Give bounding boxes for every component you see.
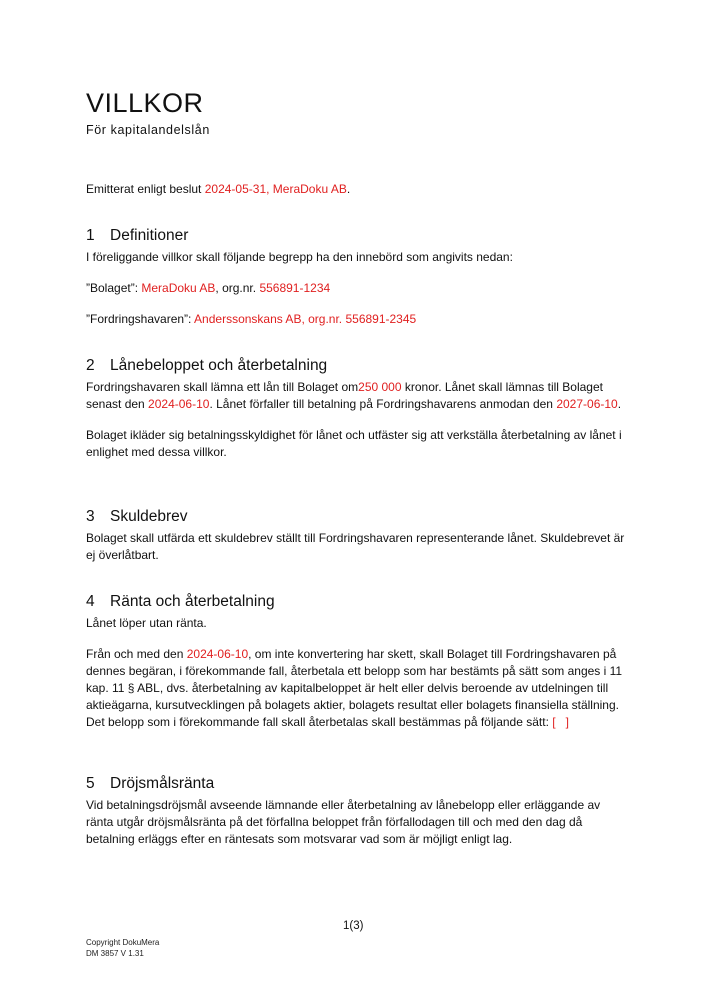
section-title: Ränta och återbetalning	[110, 593, 275, 610]
maturity-date: 2027-06-10	[556, 397, 618, 411]
section-heading	[86, 593, 626, 611]
footer-meta	[86, 937, 159, 959]
section-heading	[86, 227, 626, 245]
text-run: . Lånet förfaller till betalning på Fordringshavarens anmodan den	[209, 397, 557, 411]
section-interest-repayment	[86, 593, 626, 745]
section-title: Dröjsmålsränta	[110, 775, 215, 792]
late-interest-paragraph: Vid betalningsdröjsmål avseende lämnande eller återbetalning av lånebelopp eller erläggande av ränta utgår dröjsmålsränta på det förfallna beloppet från förfallodagen till och med den dag då betalning erläggs efter en räntesats som motsvarar vad som är möjligt enligt lag.	[86, 798, 601, 846]
document-id: DM 3857 V 1.31	[86, 949, 144, 958]
section-late-interest	[86, 775, 626, 862]
document-title: VILLKOR	[86, 88, 204, 118]
section-heading	[86, 357, 626, 375]
loan-date: 2024-06-10	[148, 397, 210, 411]
section-title: Definitioner	[110, 227, 189, 244]
emission-separator: ,	[266, 182, 273, 196]
section-title: Skuldebrev	[110, 508, 188, 525]
text-run: Fordringshavaren skall lämna ett lån till Bolaget om	[86, 380, 359, 394]
emission-date: 2024-05-31	[204, 182, 267, 196]
definitions-intro: I föreliggande villkor skall följande begrepp ha den innebörd som angivits nedan:	[86, 250, 513, 264]
text-run: kronor. Lånet skall lämnas till Bolaget senast den	[86, 380, 603, 411]
emission-company: MeraDoku AB	[272, 182, 347, 196]
bolaget-orgnr: 556891-1234	[259, 281, 331, 295]
loan-amount: 250 000	[358, 380, 402, 394]
repayment-start-date: 2024-06-10	[186, 647, 249, 661]
document-subtitle: För kapitalandelslån	[86, 123, 210, 137]
promissory-paragraph: Bolaget skall utfärda ett skuldebrev ställt till Fordringshavaren representerande lånet. Skuldebrevet är ej överlåtbart.	[86, 531, 625, 562]
bolaget-company: MeraDoku AB	[141, 281, 216, 295]
section-title: Lånebeloppet och återbetalning	[110, 357, 328, 374]
emission-suffix: .	[346, 182, 351, 196]
text-run: .	[617, 397, 622, 411]
section-heading	[86, 775, 626, 793]
definition-fordringshavaren	[86, 311, 626, 328]
definition-mid: , org.nr.	[215, 281, 260, 295]
copyright-text: Copyright DokuMera	[86, 938, 160, 947]
section-number: 4	[86, 593, 95, 610]
section-number: 1	[86, 227, 95, 244]
repayment-terms-paragraph	[86, 646, 626, 731]
section-definitions	[86, 227, 626, 342]
definition-term: ”Bolaget”:	[86, 281, 142, 295]
section-heading	[86, 508, 626, 526]
section-loan-amount	[86, 357, 626, 475]
emission-statement	[86, 182, 350, 196]
emission-prefix: Emitterat enligt beslut	[86, 182, 205, 196]
fordringshavaren-value: Anderssonskans AB, org.nr. 556891-2345	[194, 312, 417, 326]
definition-bolaget	[86, 280, 626, 297]
loan-paragraph	[86, 379, 626, 413]
text-run: , om inte konvertering har skett, skall Bolaget till Fordringshavaren på dennes begäran, i förekommande fall, återbetala ett belopp som har bestämts på sätt som anges i 11 kap. 11 § ABL, dvs. återbetalning av kapitalbeloppet är helt eller delvis beroende av utdelningen till aktieägarna, kursutvecklingen på bolagets aktier, bolagets resultat eller bolagets finansiella ställning. Det belopp som i förekommande fall skall återbetalas skall bestämmas på följande sätt:	[86, 647, 623, 729]
section-number: 5	[86, 775, 95, 792]
section-number: 2	[86, 357, 95, 374]
placeholder-bracket: [ ]	[552, 715, 569, 729]
section-promissory-note	[86, 508, 626, 578]
definition-term: ”Fordringshavaren”:	[86, 312, 195, 326]
interest-paragraph: Lånet löper utan ränta.	[86, 616, 207, 630]
repayment-paragraph: Bolaget ikläder sig betalningsskyldighet för lånet och utfäster sig att verkställa återbetalning av lånet i enlighet med dessa villkor.	[86, 428, 622, 459]
section-number: 3	[86, 508, 95, 525]
text-run: Från och med den	[86, 647, 187, 661]
page-number: 1(3)	[343, 920, 364, 932]
